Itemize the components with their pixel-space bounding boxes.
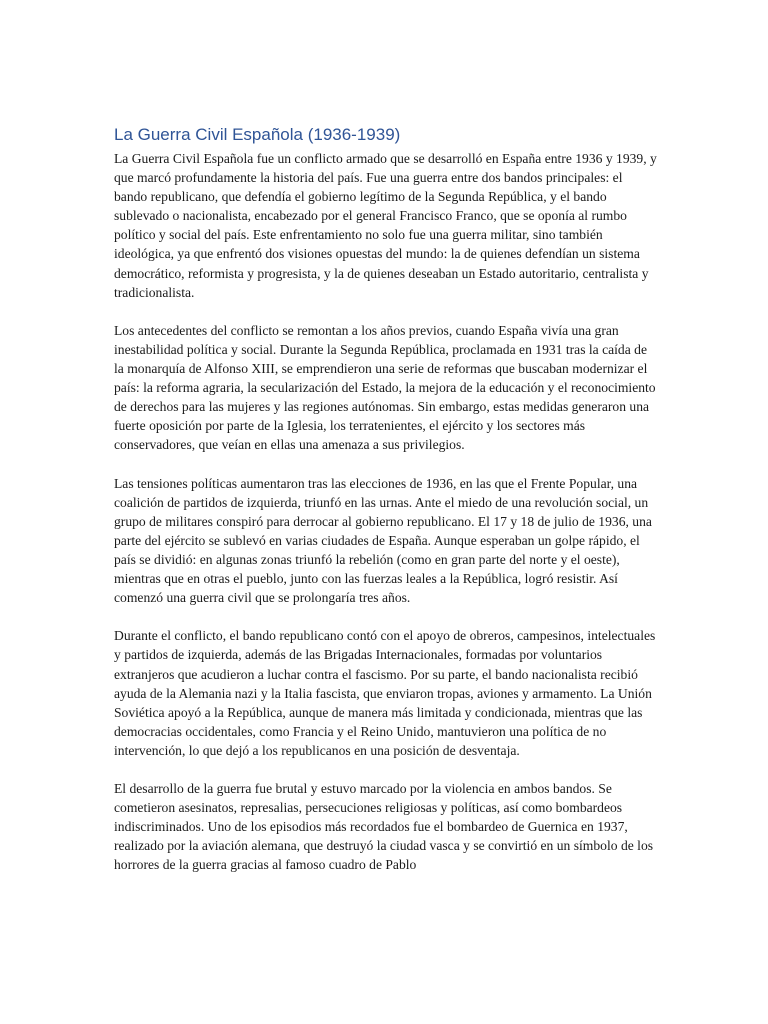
paragraph-support: Durante el conflicto, el bando republicano contó con el apoyo de obreros, campesinos, intelectuales y partidos de izquierda, además de las Brigadas Internacionales, formadas por voluntarios extranjeros que acudieron a luchar contra el fascismo. Por su parte, el bando nacionalista recibió ayuda de la Alemania nazi y la Italia fascista, que enviaron tropas, aviones y armamento. La Unión Soviética apoyó a la República, aunque de manera más limitada y condicionada, mientras que las democracias occidentales, como Francia y el Reino Unido, mantuvieron una política de no intervención, lo que dejó a los republicanos en una posición de desventaja. [114,628,656,758]
paragraph-intro: La Guerra Civil Española fue un conflicto armado que se desarrolló en España entre 1936 y 1939, y que marcó profundamente la historia del país. Fue una guerra entre dos bandos principales: el bando republicano, que defendía el gobierno legítimo de la Segunda República, y el bando sublevado o nacionalista, encabezado por el general Francisco Franco, que se oponía al rumbo político y social del país. Este enfrentamiento no solo fue una guerra militar, sino también ideológica, ya que enfrentó dos visiones opuestas del mundo: la de quienes defendían un sistema democrático, reformista y progresista, y la de quienes deseaban un Estado autoritario, centralista y tradicionalista. [114,151,657,300]
document-page [114,124,659,894]
document-title: La Guerra Civil Española (1936-1939) [114,125,401,144]
paragraph-tensions: Las tensiones políticas aumentaron tras las elecciones de 1936, en las que el Frente Popular, una coalición de partidos de izquierda, triunfó en las urnas. Ante el miedo de una revolución social, un grupo de militares conspiró para derrocar al gobierno republicano. El 17 y 18 de julio de 1936, una parte del ejército se sublevó en varias ciudades de España. Aunque esperaban un golpe rápido, el país se dividió: en algunas zonas triunfó la rebelión (como en gran parte del norte y el oeste), mientras que en otras el pueblo, junto con las fuerzas leales a la República, logró resistir. Así comenzó una guerra civil que se prolongaría tres años. [114,475,652,606]
paragraph-antecedents: Los antecedentes del conflicto se remontan a los años previos, cuando España vivía una gran inestabilidad política y social. Durante la Segunda República, proclamada en 1931 tras la caída de la monarquía de Alfonso XIII, se emprendieron una serie de reformas que buscaban modernizar el país: la reforma agraria, la secularización del Estado, la mejora de la educación y el reconocimiento de derechos para las mujeres y las regiones autónomas. Sin embargo, estas medidas generaron una fuerte oposición por parte de la Iglesia, los terratenientes, el ejército y los sectores más conservadores, que veían en ellas una amenaza a sus privilegios. [114,322,656,453]
paragraph-development: El desarrollo de la guerra fue brutal y estuvo marcado por la violencia en ambos bandos. Se cometieron asesinatos, represalias, persecuciones religiosas y políticas, así como bombardeos indiscriminados. Uno de los episodios más recordados fue el bombardeo de Guernica en 1937, realizado por la aviación alemana, que destruyó la ciudad vasca y se convirtió en un símbolo de los horrores de la guerra gracias al famoso cuadro de Pablo [114,781,654,873]
